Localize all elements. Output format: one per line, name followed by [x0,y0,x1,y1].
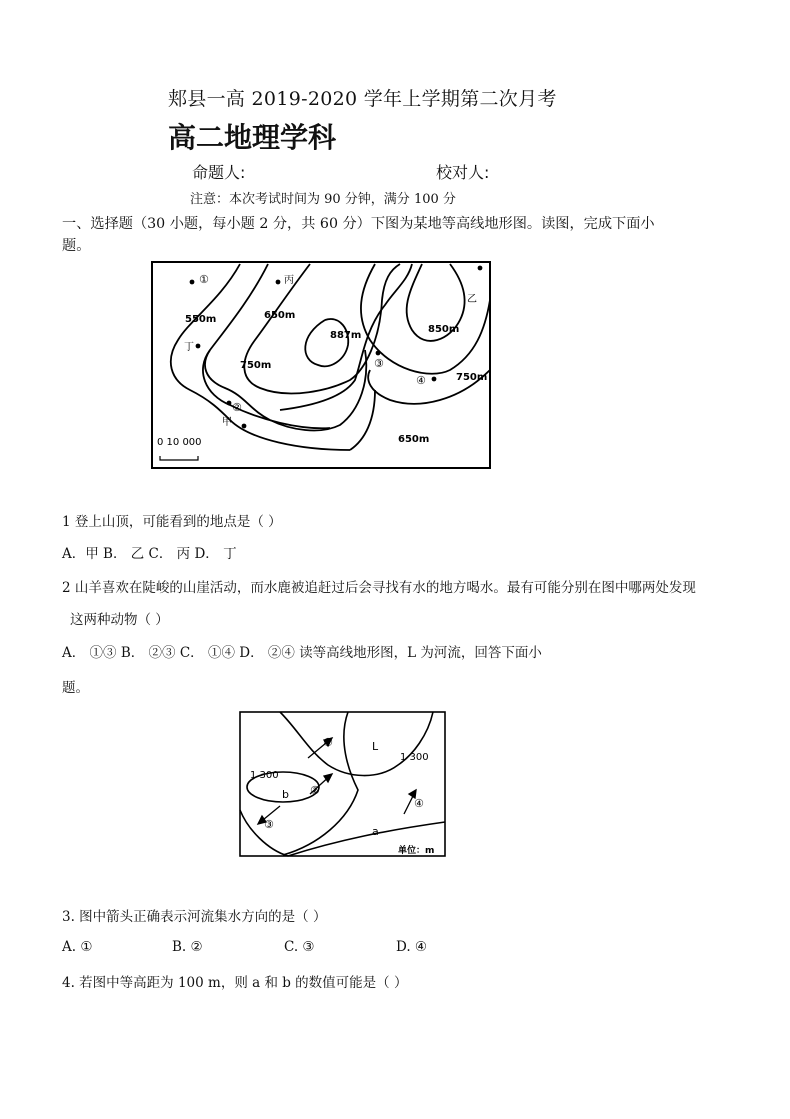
point-ding-label: 丁 [184,342,194,353]
point-bing-label: 丙 [284,275,294,286]
point-yi-label: 乙 [467,294,477,305]
contour-label-650-north: 650m [264,310,296,321]
point-bing-dot [276,280,281,285]
section-intro-line2: 题。 [62,238,91,254]
point-jia-dot [242,424,247,429]
point-3-label: ③ [374,357,384,370]
question-1-options: A．甲 B． 乙 C． 丙 D． 丁 [62,546,237,562]
contour-label-550: 550m [185,314,217,325]
proofreader-label: 校对人: [436,163,490,182]
point-b-label: b [282,788,289,801]
section-intro-line1: 一、选择题（30 小题，每小题 2 分，共 60 分）下图为某地等高线地形图。读图，完成下面小 [62,216,655,232]
contour-label-a: a [372,825,379,838]
section-intro [62,213,752,257]
arrow-1-label: ① [323,736,333,749]
point-2-label: ② [232,401,242,414]
point-4-label: ④ [416,374,426,387]
point-1-dot [190,280,195,285]
map2-frame [240,712,445,856]
question-1: 1 登上山顶，可能看到的地点是（ ） [62,514,282,530]
point-4-dot [432,377,437,382]
contour-label-650-south: 650m [398,434,430,445]
contour-label-750-west: 750m [240,360,272,371]
school-exam-title: 郏县一高 2019-2020 学年上学期第二次月考 [168,88,557,110]
point-3-dot [376,351,381,356]
question-2-tail: 题。 [62,680,89,696]
arrow-4-label: ④ [414,797,424,810]
point-2-dot [227,401,232,406]
question-3-option-a: A. ① [62,939,93,955]
scale-label: 0 10 000 [157,437,202,448]
contour-value-1300-west: 1 300 [250,770,279,781]
contour-label-850: 850m [428,324,460,335]
point-ding-dot [196,344,201,349]
river-label-L: L [372,740,379,753]
question-4: 4. 若图中等高距为 100 m，则 a 和 b 的数值可能是（ ） [62,975,408,991]
contour-value-1300-east: 1 300 [400,752,429,763]
arrow-2-label: ② [310,784,320,797]
question-3-option-c: C. ③ [284,939,315,955]
arrow-3-label: ③ [264,818,274,831]
point-yi-dot [478,266,483,271]
contour-map-1 [150,260,494,472]
question-3-option-d: D. ④ [396,939,428,955]
contour-label-887: 887m [330,330,362,341]
question-3-option-b: B. ② [172,939,203,955]
contour-map-2 [238,710,448,860]
exam-notice: 注意：本次考试时间为 90 分钟，满分 100 分 [190,192,456,207]
point-jia-label: 甲 [222,417,232,428]
unit-label: 单位：m [398,846,435,856]
contour-label-750-east: 750m [456,372,488,383]
point-1-label: ① [199,273,209,286]
question-2-line1: 2 山羊喜欢在陡峻的山崖活动，而水鹿被追赶过后会寻找有水的地方喝水。最有可能分别在图中哪两处发现 [62,580,696,596]
subject-title: 高二地理学科 [168,121,337,154]
question-3: 3. 图中箭头正确表示河流集水方向的是（ ） [62,909,327,925]
question-2-options: A． ①③ B． ②③ C． ①④ D． ②④ 读等高线地形图，L 为河流，回答下面小 [62,645,542,661]
author-label: 命题人: [192,163,246,182]
question-2-line2: 这两种动物（ ） [70,612,169,628]
